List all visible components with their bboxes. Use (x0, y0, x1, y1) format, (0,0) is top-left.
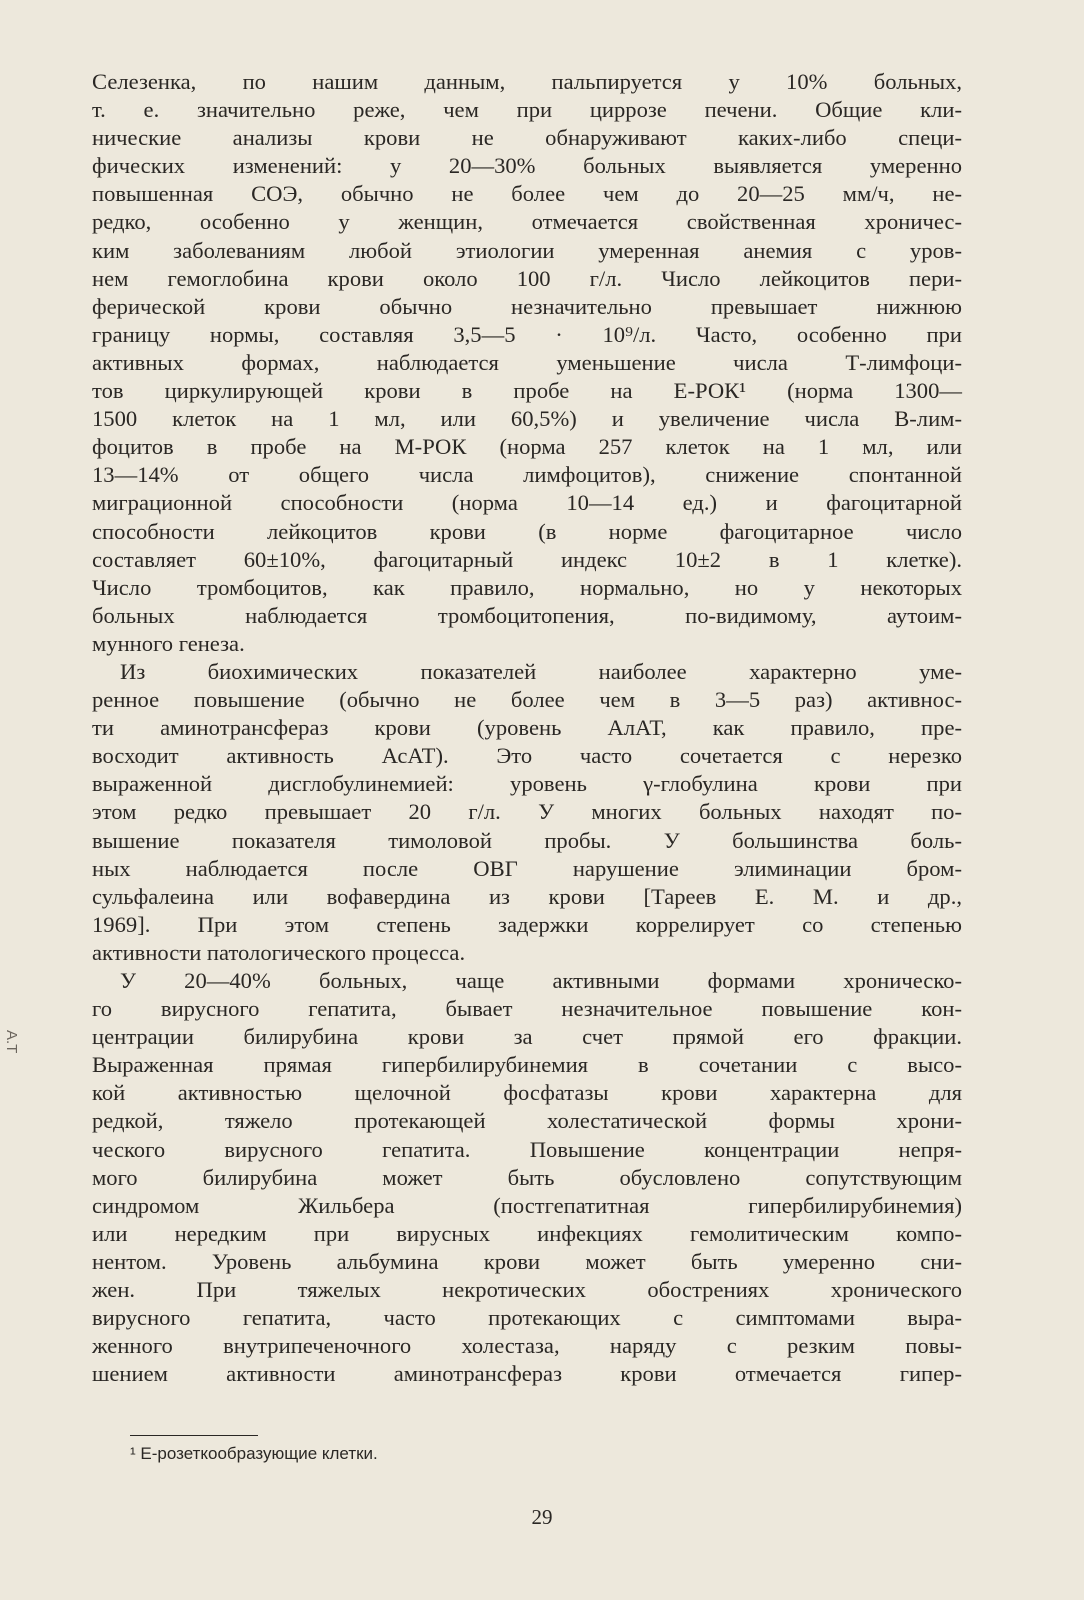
page-number: 29 (531, 1505, 553, 1529)
text-line: или нередким при вирусных инфекциях гемолитическим компо- (92, 1220, 962, 1246)
text-line: кой активностью щелочной фосфатазы крови характерна для (92, 1080, 962, 1106)
text-line: Селезенка, по нашим данным, пальпируется у 10% больных, (92, 69, 962, 94)
text-line: вышение показателя тимоловой пробы. У большинства боль- (92, 827, 962, 853)
text-line: т. е. значительно реже, чем при циррозе печени. Общие кли- (92, 97, 962, 123)
text-line: женного внутрипеченочного холестаза, наряду с резким повы- (92, 1333, 962, 1359)
text-line: жен. При тяжелых некротических обострениях хронического (92, 1277, 962, 1303)
text-line: мого билирубина может быть обусловлено сопутствующим (92, 1164, 962, 1190)
text-line: мунного генеза. (92, 630, 245, 656)
text-line: нем гемоглобина крови около 100 г/л. Число лейкоцитов пери- (92, 265, 962, 291)
text-line: сульфалеина или вофавердина из крови [Тареев Е. М. и др., (92, 883, 962, 909)
paragraph-start-line: Из биохимических показателей наиболее характерно уме- (120, 658, 962, 684)
text-line: ти аминотрансфераз крови (уровень АлАТ, как правило, пре- (92, 715, 962, 741)
text-line: фоцитов в пробе на М-РОК (норма 257 клеток на 1 мл, или (92, 434, 962, 460)
text-line: синдромом Жильбера (постгепатитная гипербилирубинемия) (92, 1192, 962, 1218)
text-line: Число тромбоцитов, как правило, нормально, но у некоторых (92, 574, 962, 600)
text-line: этом редко превышает 20 г/л. У многих больных находят по- (92, 799, 962, 825)
text-line: го вирусного гепатита, бывает незначительное повышение кон- (92, 996, 962, 1022)
text-line: ферической крови обычно незначительно превышает нижнюю (92, 293, 962, 319)
text-line: выраженной дисглобулинемией: уровень γ-глобулина крови при (92, 771, 962, 797)
text-line: повышенная СОЭ, обычно не более чем до 20—25 мм/ч, не- (92, 181, 962, 207)
text-line: центрации билирубина крови за счет прямой его фракции. (92, 1024, 962, 1050)
text-line: нентом. Уровень альбумина крови может быть умеренно сни- (92, 1248, 962, 1274)
text-line: ренное повышение (обычно не более чем в 3—5 раз) активнос- (92, 687, 962, 713)
text-line: вирусного гепатита, часто протекающих с симптомами выра- (92, 1305, 962, 1331)
text-line: тов циркулирующей крови в пробе на Е-РОК¹ (норма 1300— (92, 378, 962, 404)
text-line: шением активности аминотрансфераз крови отмечается гипер- (92, 1361, 962, 1387)
text-line: ким заболеваниям любой этиологии умеренная анемия с уров- (92, 237, 962, 263)
text-line: редкой, тяжело протекающей холестатической формы хрони- (92, 1108, 962, 1134)
text-line: Выраженная прямая гипербилирубинемия в сочетании с высо- (92, 1052, 962, 1078)
text-line: 1969]. При этом степень задержки коррелирует со степенью (92, 911, 962, 937)
text-line: фических изменений: у 20—30% больных выявляется умеренно (92, 153, 962, 179)
margin-mark: А.Т (3, 1030, 20, 1054)
text-line: ных наблюдается после ОВГ нарушение элиминации бром- (92, 855, 962, 881)
text-line: ческого вирусного гепатита. Повышение концентрации непря- (92, 1136, 962, 1162)
text-line: активности патологического процесса. (92, 939, 466, 965)
text-line: 13—14% от общего числа лимфоцитов), снижение спонтанной (92, 462, 962, 488)
body-text (92, 68, 962, 1388)
text-line: составляет 60±10%, фагоцитарный индекс 10±2 в 1 клетке). (92, 546, 962, 572)
text-line: способности лейкоцитов крови (в норме фагоцитарное число (92, 518, 962, 544)
text-line: границу нормы, составляя 3,5—5 · 10⁹/л. Часто, особенно при (92, 321, 962, 347)
text-line: редко, особенно у женщин, отмечается свойственная хроничес- (92, 209, 962, 235)
text-line: нические анализы крови не обнаруживают каких-либо специ- (92, 125, 962, 151)
text-line: восходит активность АсАТ). Это часто сочетается с нерезко (92, 743, 962, 769)
text-line: активных формах, наблюдается уменьшение числа Т-лимфоци- (92, 349, 962, 375)
footnote: ¹ Е-розеткообразующие клетки. (130, 1444, 378, 1463)
text-line: больных наблюдается тромбоцитопения, по-видимому, аутоим- (92, 602, 962, 628)
footnote-divider (130, 1435, 258, 1436)
text-line: миграционной способности (норма 10—14 ед.) и фагоцитарной (92, 490, 962, 516)
paragraph-start-line: У 20—40% больных, чаще активными формами хроническо- (120, 968, 962, 993)
text-line: 1500 клеток на 1 мл, или 60,5%) и увеличение числа В-лим- (92, 406, 962, 432)
